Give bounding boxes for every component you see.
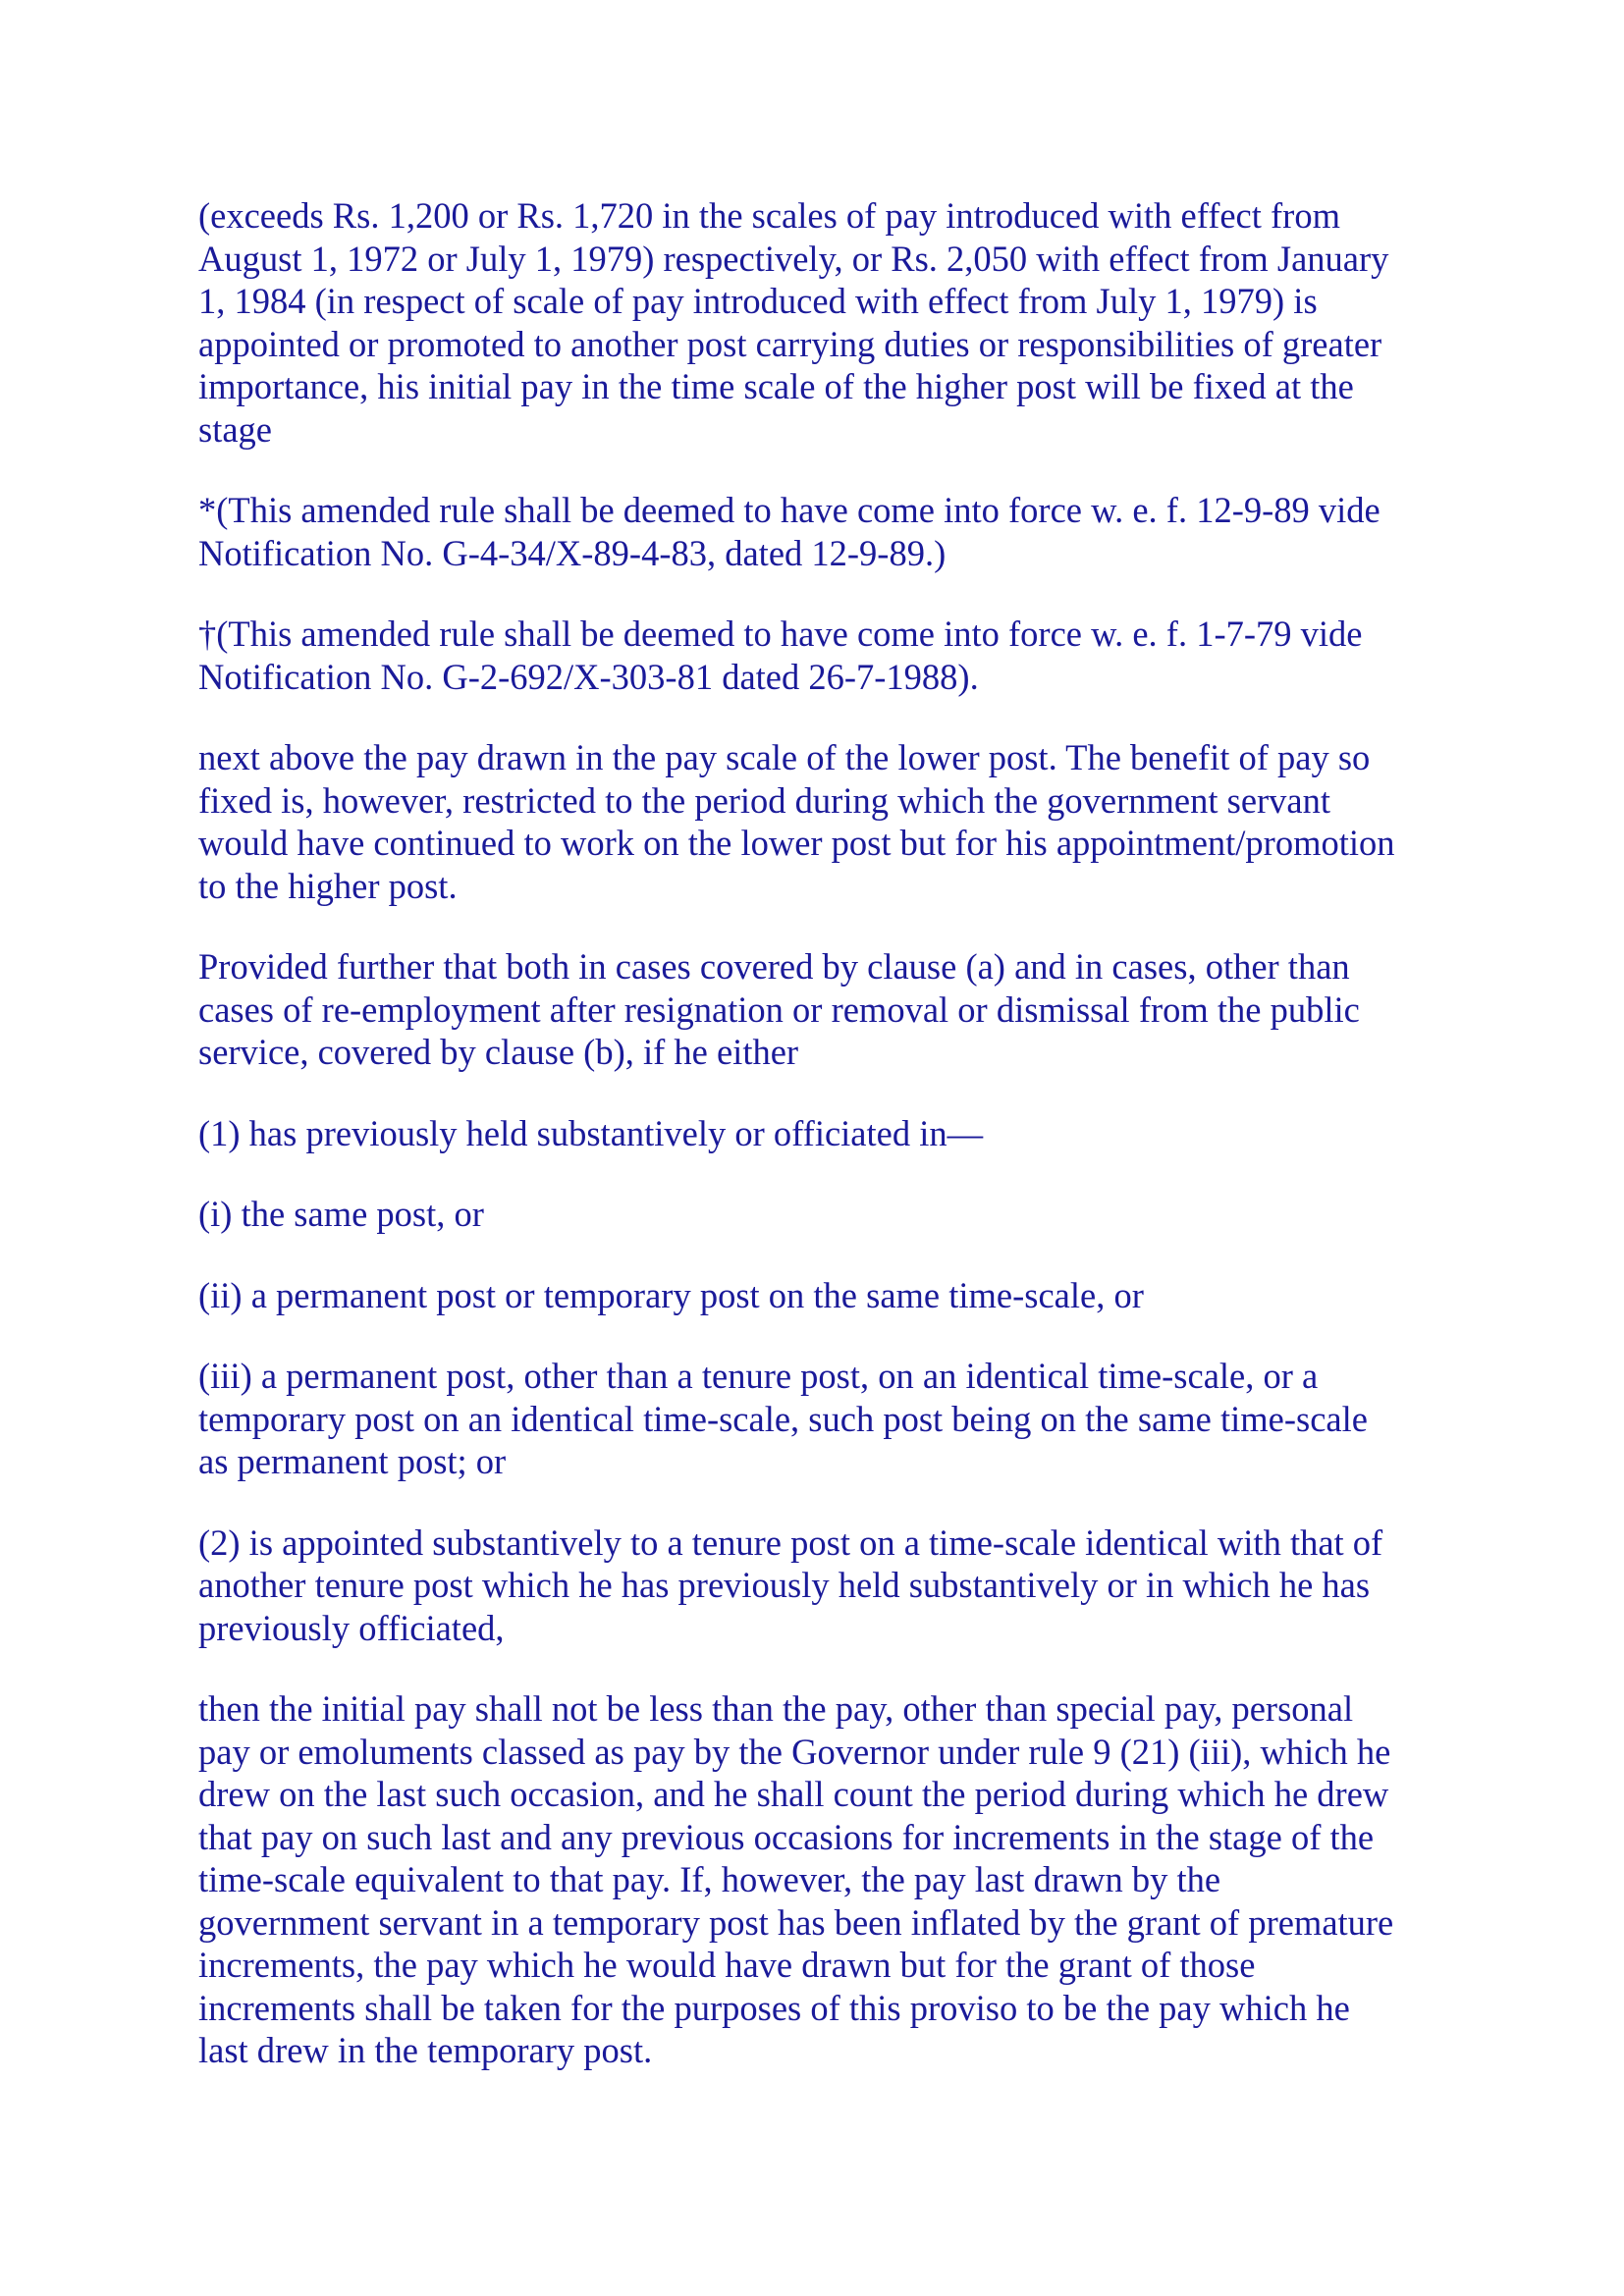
paragraph-pay-fixation: (exceeds Rs. 1,200 or Rs. 1,720 in the scales of pay introduced with effect from August 1, 1972 or July 1, 1979) respectively, or Rs. 2,050 with effect from January 1, 1984 (in respect of scale of pay introduced with effect from July 1, 1979) is appointed or promoted to another post carrying duties or responsibilities of greater importance, his initial pay in the time scale of the higher post will be fixed at the stage xyxy=(198,195,1389,450)
clause-1: (1) has previously held substantively or officiated in— xyxy=(198,1112,984,1153)
clause-2: (2) is appointed substantively to a tenure post on a time-scale identical with that of another tenure post which he has previously held substantively or in which he has previously officiated, xyxy=(198,1522,1383,1648)
paragraph-pay-next-above: next above the pay drawn in the pay scale of the lower post. The benefit of pay so fixed is, however, restricted to the period during which the government servant would have continued to work on the lower post but for his appointment/promotion to the higher post. xyxy=(198,737,1395,906)
document-page xyxy=(198,194,1465,2110)
clause-1-i: (i) the same post, or xyxy=(198,1194,484,1234)
footnote-amendment-1989: *(This amended rule shall be deemed to have come into force w. e. f. 12-9-89 vide Notification No. G-4-34/X-89-4-83, dated 12-9-89.) xyxy=(198,490,1380,573)
paragraph-proviso: Provided further that both in cases covered by clause (a) and in cases, other than cases of re-employment after resignation or removal or dismissal from the public service, covered by clause (b), if he either xyxy=(198,946,1360,1072)
clause-1-ii: (ii) a permanent post or temporary post on the same time-scale, or xyxy=(198,1274,1144,1315)
clause-1-iii: (iii) a permanent post, other than a tenure post, on an identical time-scale, or a temporary post on an identical time-scale, such post being on the same time-scale as permanent post; or xyxy=(198,1356,1368,1481)
footnote-amendment-1979: †(This amended rule shall be deemed to have come into force w. e. f. 1-7-79 vide Notification No. G-2-692/X-303-81 dated 26-7-1988). xyxy=(198,614,1363,697)
paragraph-initial-pay: then the initial pay shall not be less than the pay, other than special pay, personal pay or emoluments classed as pay by the Governor under rule 9 (21) (iii), which he drew on the last such occasion, and he shall count the period during which he drew that pay on such last and any previous occasions for increments in the stage of the time-scale equivalent to that pay. If, however, the pay last drawn by the government servant in a temporary post has been inflated by the grant of premature increments, the pay which he would have drawn but for the grant of those increments shall be taken for the purposes of this proviso to be the pay which he last drew in the temporary post. xyxy=(198,1688,1394,2070)
